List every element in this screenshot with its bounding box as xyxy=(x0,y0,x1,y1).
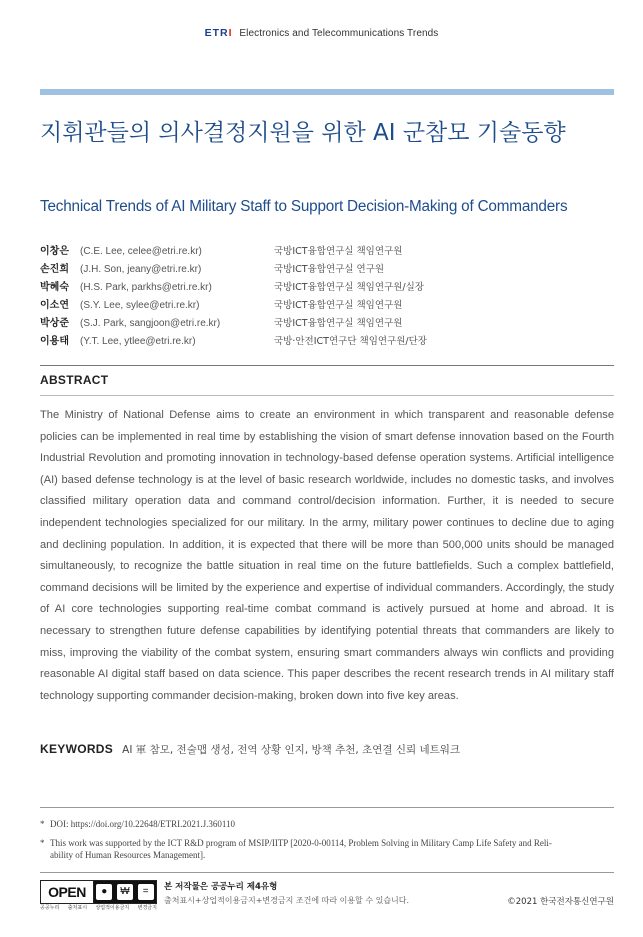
author-contact: (H.S. Park, parkhs@etri.re.kr) xyxy=(80,282,212,293)
author-affiliation: 국방ICT융합연구실 책임연구원/실장 xyxy=(274,282,424,293)
title-accent-bar xyxy=(40,89,614,95)
author-name: 이창은 xyxy=(40,246,69,257)
footer-divider xyxy=(40,872,614,873)
funding-text-line1: This work was supported by the ICT R&D program of MSIP/IITP [2020-0-00114, Problem Solving in Military Camp Life Safety and Reli- xyxy=(50,838,552,848)
keywords-text: AI 軍 참모, 전술맵 생성, 전역 상황 인지, 방책 추천, 초연결 신뢰 네트워크 xyxy=(122,744,461,756)
author-contact: (S.J. Park, sangjoon@etri.re.kr) xyxy=(80,318,221,329)
license-description: 출처표시+상업적이용금지+변경금지 조건에 따라 이용할 수 있습니다. xyxy=(164,896,410,905)
author-contact: (J.H. Son, jeany@etri.re.kr) xyxy=(80,264,202,275)
author-row xyxy=(40,261,610,279)
author-affiliation: 국방ICT융합연구실 연구원 xyxy=(274,264,385,275)
footnote-divider xyxy=(40,807,614,808)
author-row xyxy=(40,279,610,297)
author-contact: (S.Y. Lee, sylee@etri.re.kr) xyxy=(80,300,200,311)
author-name: 이소연 xyxy=(40,300,69,311)
license-title: 본 저작물은 공공누리 제4유형 xyxy=(164,882,278,892)
keywords-line xyxy=(40,742,614,757)
author-row xyxy=(40,315,610,333)
author-name: 박상준 xyxy=(40,318,69,329)
author-row xyxy=(40,297,610,315)
abstract-heading: ABSTRACT xyxy=(40,373,109,387)
noncommercial-icon: ₩ xyxy=(117,884,133,900)
license-sub-label: 공공누리 xyxy=(40,905,60,911)
license-sub-label: 출처표시 xyxy=(67,905,88,911)
footnote-doi xyxy=(40,818,614,830)
etri-logo: ETRI xyxy=(204,27,233,39)
abstract-body: The Ministry of National Defense aims to create an environment in which transparent and reasonable defense policies can be implemented in real time by establishing the vision of smart defense innovation based on the Fourth Industrial Revolution and promoting innovation in technology-based defense operation systems. Artificial intelligence (AI) based defense technology is at the level of basic research worldwide, includes no domestic tasks, and involves classified military operation data and command control/decision information. Further, it is needed to secure independent technologies specialized for our military. In the army, military power continues to decline due to aging and declining population. In addition, it is expected that there will be more than 500,000 units should be managed simultaneously, to recognize the battle situation in real time on the future battlefields. Such a complex battlefield, command decisions will be limited by the experience and expertise of individual commanders. Accordingly, the study of AI core technologies supporting real-time combat command is actively pursued at home and abroad. It is necessary to strengthen future defense capabilities by identifying potential threats that commanders are likely to miss, improving the viability of the combat system, ensuring smart commanders always win conflicts and providing reasonable AI digital staff based on data science. This paper describes the recent research trends in AI military staff technology supporting commander decision-making, broken down into five key areas. xyxy=(40,409,614,702)
footnote-mark: * xyxy=(40,819,45,829)
author-contact: (C.E. Lee, celee@etri.re.kr) xyxy=(80,246,202,257)
license-sub-label: 변경금지 xyxy=(137,905,157,911)
author-name: 이용태 xyxy=(40,336,69,347)
copyright-notice: ©2021 한국전자통신연구원 xyxy=(507,897,614,907)
paper-title-english: Technical Trends of AI Military Staff to Support Decision-Making of Commanders xyxy=(40,198,568,215)
license-footer xyxy=(40,880,614,914)
attribution-icon: ● xyxy=(96,884,112,900)
paper-title-korean: 지휘관들의 의사결정지원을 위한 AI 군참모 기술동향 xyxy=(40,120,566,146)
author-row xyxy=(40,243,610,261)
author-row xyxy=(40,333,610,351)
noderivatives-icon: = xyxy=(138,884,154,900)
section-divider xyxy=(40,365,614,366)
kogl-license-badge xyxy=(40,880,157,904)
footnote-funding xyxy=(40,837,614,861)
license-sub-label: 상업적이용금지 xyxy=(95,905,130,911)
author-name: 손진희 xyxy=(40,264,69,275)
author-affiliation: 국방ICT융합연구실 책임연구원 xyxy=(274,300,403,311)
author-name: 박혜숙 xyxy=(40,282,69,293)
funding-text-line2: ability of Human Resources Management]. xyxy=(50,850,206,860)
author-list xyxy=(40,243,610,351)
author-affiliation: 국방·안전ICT연구단 책임연구원/단장 xyxy=(274,336,427,347)
journal-header xyxy=(0,27,643,39)
keywords-label: KEYWORDS xyxy=(40,742,114,756)
open-label: OPEN xyxy=(41,881,94,903)
author-contact: (Y.T. Lee, ytlee@etri.re.kr) xyxy=(80,336,196,347)
doi-text[interactable]: DOI: https://doi.org/10.22648/ETRI.2021.J.360110 xyxy=(50,819,236,829)
journal-name: Electronics and Telecommunications Trends xyxy=(239,28,439,39)
footnote-mark: * xyxy=(40,838,45,848)
section-divider xyxy=(40,395,614,396)
author-affiliation: 국방ICT융합연구실 책임연구원 xyxy=(274,318,403,329)
author-affiliation: 국방ICT융합연구실 책임연구원 xyxy=(274,246,403,257)
